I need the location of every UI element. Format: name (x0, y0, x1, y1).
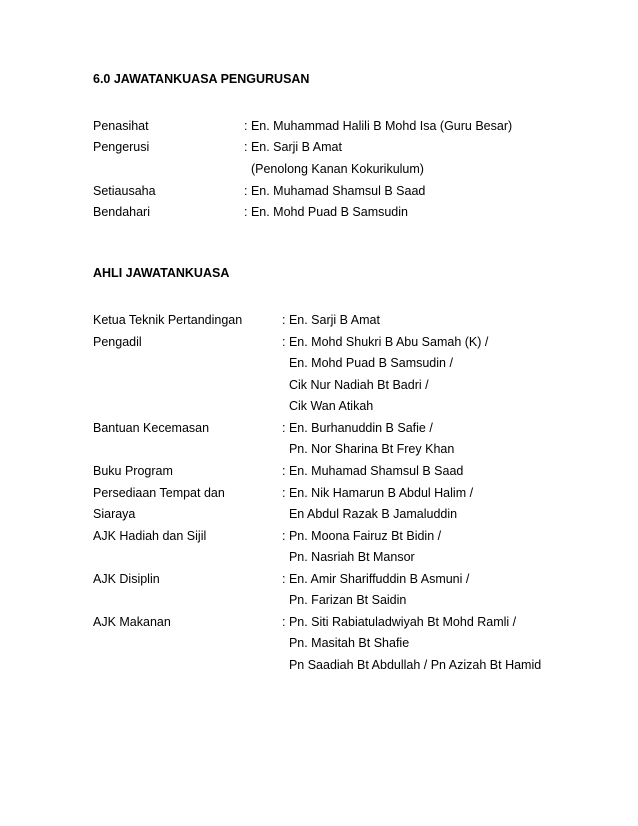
role-value: (Penolong Kanan Kokurikulum) (244, 162, 424, 176)
role-value: : En. Sarji B Amat (282, 313, 380, 327)
role-label: Pengadil (93, 335, 142, 349)
role-label: Setiausaha (93, 184, 156, 198)
role-value: En Abdul Razak B Jamaluddin (282, 507, 458, 521)
role-value: : Pn. Siti Rabiatuladwiyah Bt Mohd Ramli / (282, 615, 517, 629)
role-label: Persediaan Tempat dan (93, 486, 225, 500)
role-label: Pengerusi (93, 140, 150, 154)
role-value: : En. Muhammad Halili B Mohd Isa (Guru Besar) (244, 119, 513, 133)
role-label: Bendahari (93, 205, 150, 219)
role-value: : En. Burhanuddin B Safie / (282, 421, 433, 435)
role-value: : Pn. Moona Fairuz Bt Bidin / (282, 529, 442, 543)
section-heading-pengurusan: 6.0 JAWATANKUASA PENGURUSAN (93, 72, 310, 86)
role-value: Pn. Farizan Bt Saidin (282, 593, 407, 607)
role-value: : En. Sarji B Amat (244, 140, 342, 154)
section-heading-ahli: AHLI JAWATANKUASA (93, 266, 230, 280)
role-value: Cik Nur Nadiah Bt Badri / (282, 378, 429, 392)
role-label: Ketua Teknik Pertandingan (93, 313, 243, 327)
role-value: : En. Amir Shariffuddin B Asmuni / (282, 572, 470, 586)
role-value: Pn. Masitah Bt Shafie (282, 636, 410, 650)
role-label: AJK Hadiah dan Sijil (93, 529, 207, 543)
role-label: Bantuan Kecemasan (93, 421, 210, 435)
role-value: : En. Nik Hamarun B Abdul Halim / (282, 486, 474, 500)
role-value: Cik Wan Atikah (282, 399, 374, 413)
role-label: Penasihat (93, 119, 149, 133)
role-value: : En. Muhamad Shamsul B Saad (244, 184, 426, 198)
role-value: Pn. Nasriah Bt Mansor (282, 550, 415, 564)
role-value: En. Mohd Puad B Samsudin / (282, 356, 453, 370)
role-value: Pn. Nor Sharina Bt Frey Khan (282, 442, 455, 456)
role-value: : En. Mohd Shukri B Abu Samah (K) / (282, 335, 489, 349)
role-label: AJK Disiplin (93, 572, 160, 586)
role-label: AJK Makanan (93, 615, 171, 629)
role-value: Pn Saadiah Bt Abdullah / Pn Azizah Bt Hamid (282, 658, 542, 672)
role-label: Buku Program (93, 464, 173, 478)
role-value: : En. Muhamad Shamsul B Saad (282, 464, 464, 478)
role-label: Siaraya (93, 507, 136, 521)
role-value: : En. Mohd Puad B Samsudin (244, 205, 408, 219)
